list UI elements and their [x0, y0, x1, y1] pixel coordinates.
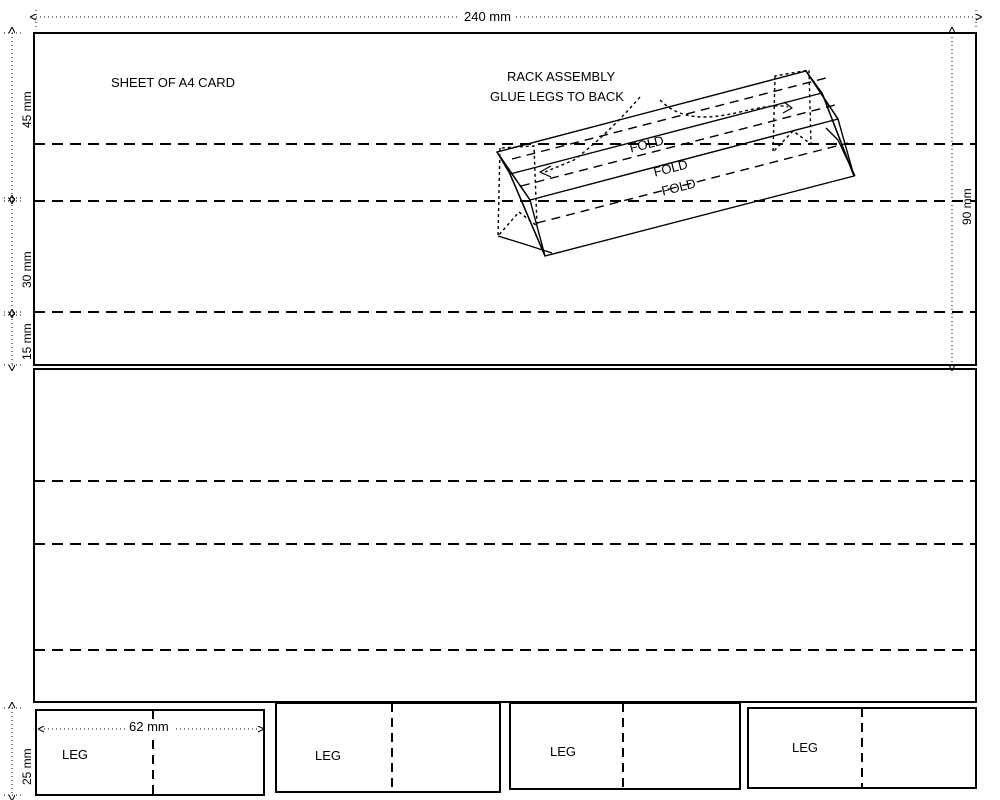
- dimension-label-legs-height: 25 mm: [20, 748, 34, 785]
- dimension-label-overall-width: 240 mm: [460, 9, 515, 24]
- dimension-label-leg-width: 62 mm: [125, 719, 173, 734]
- dimension-label-band-15: 15 mm: [20, 323, 34, 360]
- fold-label-2: FOLD: [652, 156, 690, 180]
- leg-box-3: [510, 703, 740, 789]
- fold-lines-lower: [34, 481, 976, 650]
- rack-assembly-note-line2: GLUE LEGS TO BACK: [490, 89, 624, 104]
- dimension-label-band-30: 30 mm: [20, 251, 34, 288]
- dimension-label-overall-height: 90 mm: [960, 188, 974, 225]
- fold-label-3: FOLD: [660, 175, 698, 199]
- leg-label-2: LEG: [315, 748, 342, 763]
- leg-label-3: LEG: [550, 744, 577, 759]
- leg-box-4: [748, 708, 976, 788]
- rack-assembly-note-line1: RACK ASSEMBLY: [507, 69, 616, 84]
- leg-label-4: LEG: [792, 740, 819, 755]
- sheet-note-label: SHEET OF A4 CARD: [111, 75, 236, 90]
- leg-label-1: LEG: [62, 747, 89, 762]
- dimension-label-band-45: 45 mm: [20, 91, 34, 128]
- fold-label-1: FOLD: [628, 132, 666, 156]
- leg-box-2: [276, 703, 500, 792]
- sheet-lower-panel: [34, 369, 976, 702]
